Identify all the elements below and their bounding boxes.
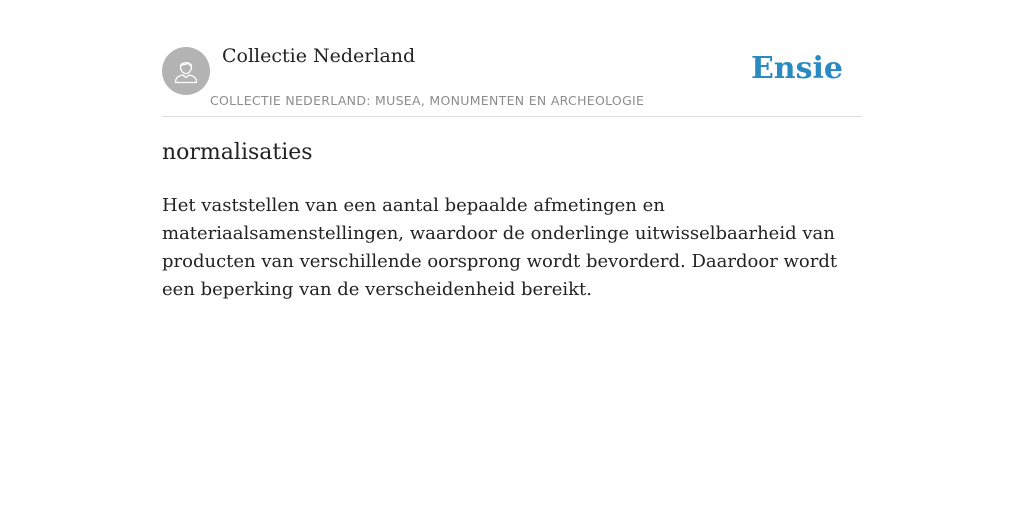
entry-card — [162, 0, 862, 300]
source-label[interactable]: COLLECTIE NEDERLAND: MUSEA, MONUMENTEN EN ARCHEOLOGIE — [210, 93, 645, 108]
user-icon — [171, 56, 201, 86]
entry-title: normalisaties — [162, 140, 313, 165]
entry-definition: Het vaststellen van een aantal bepaalde afmetingen en materiaalsamenstellingen, waardoor de onderlinge uitwisselbaarheid van producten van verschillende oorsprong wordt bevorderd. Daardoor wordt een beperking van de verscheidenheid bereikt. — [162, 195, 838, 300]
entry-header — [162, 0, 862, 117]
avatar[interactable] — [162, 47, 210, 95]
brand-logo[interactable]: Ensie — [750, 51, 843, 86]
author-link[interactable]: Collectie Nederland — [222, 45, 416, 67]
